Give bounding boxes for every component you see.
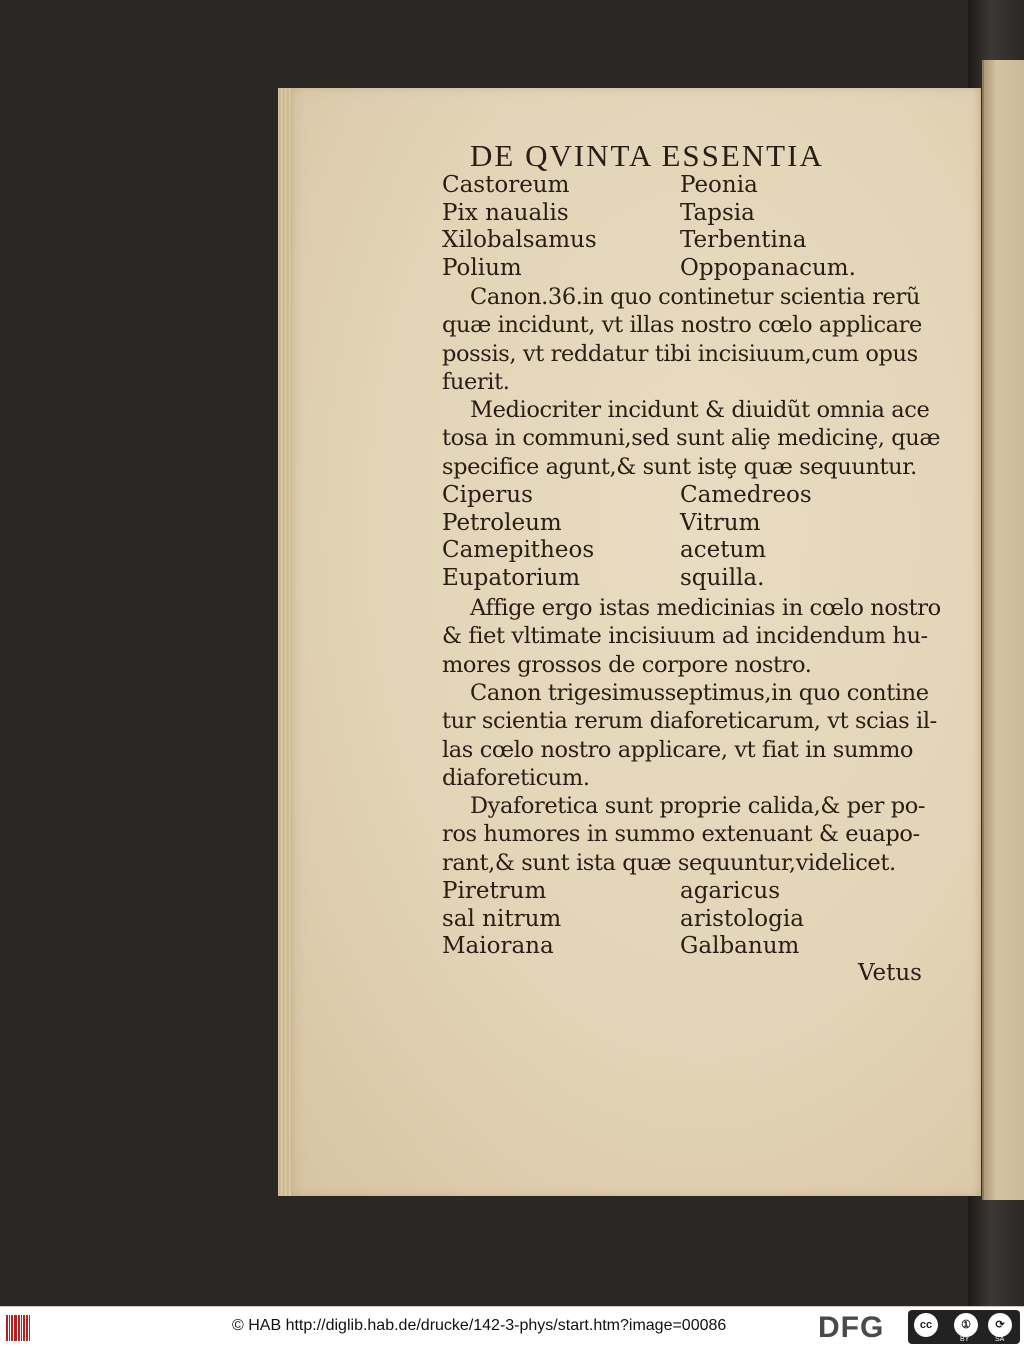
text-line: quæ incidunt, vt illas nostro cœlo applicare xyxy=(442,312,922,339)
list-item: Peonia xyxy=(680,172,758,198)
list-item: Polium xyxy=(442,254,522,281)
list-item: Galbanum xyxy=(680,933,800,959)
list-row xyxy=(442,255,922,283)
list-item: aristologia xyxy=(680,905,804,932)
list-item: Oppopanacum. xyxy=(680,254,856,281)
text-line: mores grossos de corpore nostro. xyxy=(442,651,812,678)
text-line: tur scientia rerum diaforeticarum, vt scias il- xyxy=(442,708,937,735)
list-item: Eupatorium xyxy=(442,564,581,591)
list-row xyxy=(442,172,922,200)
text-line: Affige ergo istas medicinias in cœlo nostro xyxy=(470,595,941,621)
list-item: Camepitheos xyxy=(442,537,595,563)
text-line: Canon trigesimusseptimus,in quo contine xyxy=(470,680,929,706)
text-line: las cœlo nostro applicare, vt fiat in summo xyxy=(442,736,914,763)
page-fore-edge xyxy=(278,88,292,1196)
source-credit-link[interactable]: © HAB http://diglib.hab.de/drucke/142-3-phys/start.htm?image=00086 xyxy=(232,1317,727,1334)
text-line: possis, vt reddatur tibi incisiuum,cum opus xyxy=(442,340,918,367)
ingredient-list-1 xyxy=(442,172,922,282)
dfg-logo[interactable]: DFG xyxy=(818,1311,885,1344)
list-item: Terbentina xyxy=(680,227,807,253)
list-row xyxy=(442,933,922,961)
dyaforetica-paragraph xyxy=(442,792,926,877)
list-item: squilla. xyxy=(680,564,765,591)
text-line: Mediocriter incidunt & diuidũt omnia ace xyxy=(470,397,930,423)
viewer-footer xyxy=(0,1306,1024,1347)
running-head: DE QVINTA ESSENTIA xyxy=(470,138,824,173)
list-item: agaricus xyxy=(680,878,780,904)
ingredient-list-3 xyxy=(442,878,922,961)
list-row xyxy=(442,565,922,593)
by-label: BY xyxy=(960,1336,970,1343)
ingredient-list-2 xyxy=(442,482,922,592)
list-item: Camedreos xyxy=(680,482,812,508)
by-icon: ① xyxy=(954,1313,978,1337)
list-item: Pix naualis xyxy=(442,199,569,226)
text-line: diaforeticum. xyxy=(442,765,590,792)
barcode-icon xyxy=(6,1315,40,1341)
list-row xyxy=(442,200,922,228)
canon-36-paragraph xyxy=(442,283,926,397)
cc-license-badge[interactable] xyxy=(908,1310,1020,1344)
text-line: Dyaforetica sunt proprie calida,& per po- xyxy=(470,793,926,819)
list-row xyxy=(442,537,922,565)
list-item: Tapsia xyxy=(680,199,755,226)
text-line: & fiet vltimate incisiuum ad incidendum hu- xyxy=(442,623,928,650)
list-item: Piretrum xyxy=(442,878,547,904)
text-line: specifice agunt,& sunt istȩ quæ sequuntur. xyxy=(442,453,917,480)
list-item: Xilobalsamus xyxy=(442,227,597,253)
list-item: Ciperus xyxy=(442,482,533,508)
list-row xyxy=(442,482,922,510)
list-item: sal nitrum xyxy=(442,905,562,932)
list-item: acetum xyxy=(680,537,767,563)
catchword: Vetus xyxy=(858,960,922,986)
list-row xyxy=(442,510,922,538)
text-line: tosa in communi,sed sunt aliȩ medicinȩ, quæ xyxy=(442,425,941,452)
canon-37-paragraph xyxy=(442,679,937,793)
text-line: Canon.36.in quo continetur scientia rerũ xyxy=(470,284,920,310)
sa-icon: ⟳ xyxy=(988,1313,1012,1337)
text-line: fuerit. xyxy=(442,369,510,396)
text-line: rant,& sunt ista quæ sequuntur,videlicet. xyxy=(442,849,896,876)
list-item: Petroleum xyxy=(442,509,562,536)
list-item: Castoreum xyxy=(442,172,570,198)
text-line: ros humores in summo extenuant & euapo- xyxy=(442,821,920,848)
list-row xyxy=(442,906,922,934)
list-row xyxy=(442,878,922,906)
sa-label: SA xyxy=(995,1336,1005,1343)
list-item: Vitrum xyxy=(680,509,761,536)
list-row xyxy=(442,227,922,255)
affige-paragraph xyxy=(442,594,941,679)
cc-icon: cc xyxy=(914,1313,938,1337)
list-item: Maiorana xyxy=(442,933,554,959)
adjacent-page-edge xyxy=(982,60,1024,1200)
mediocriter-paragraph xyxy=(442,396,941,481)
